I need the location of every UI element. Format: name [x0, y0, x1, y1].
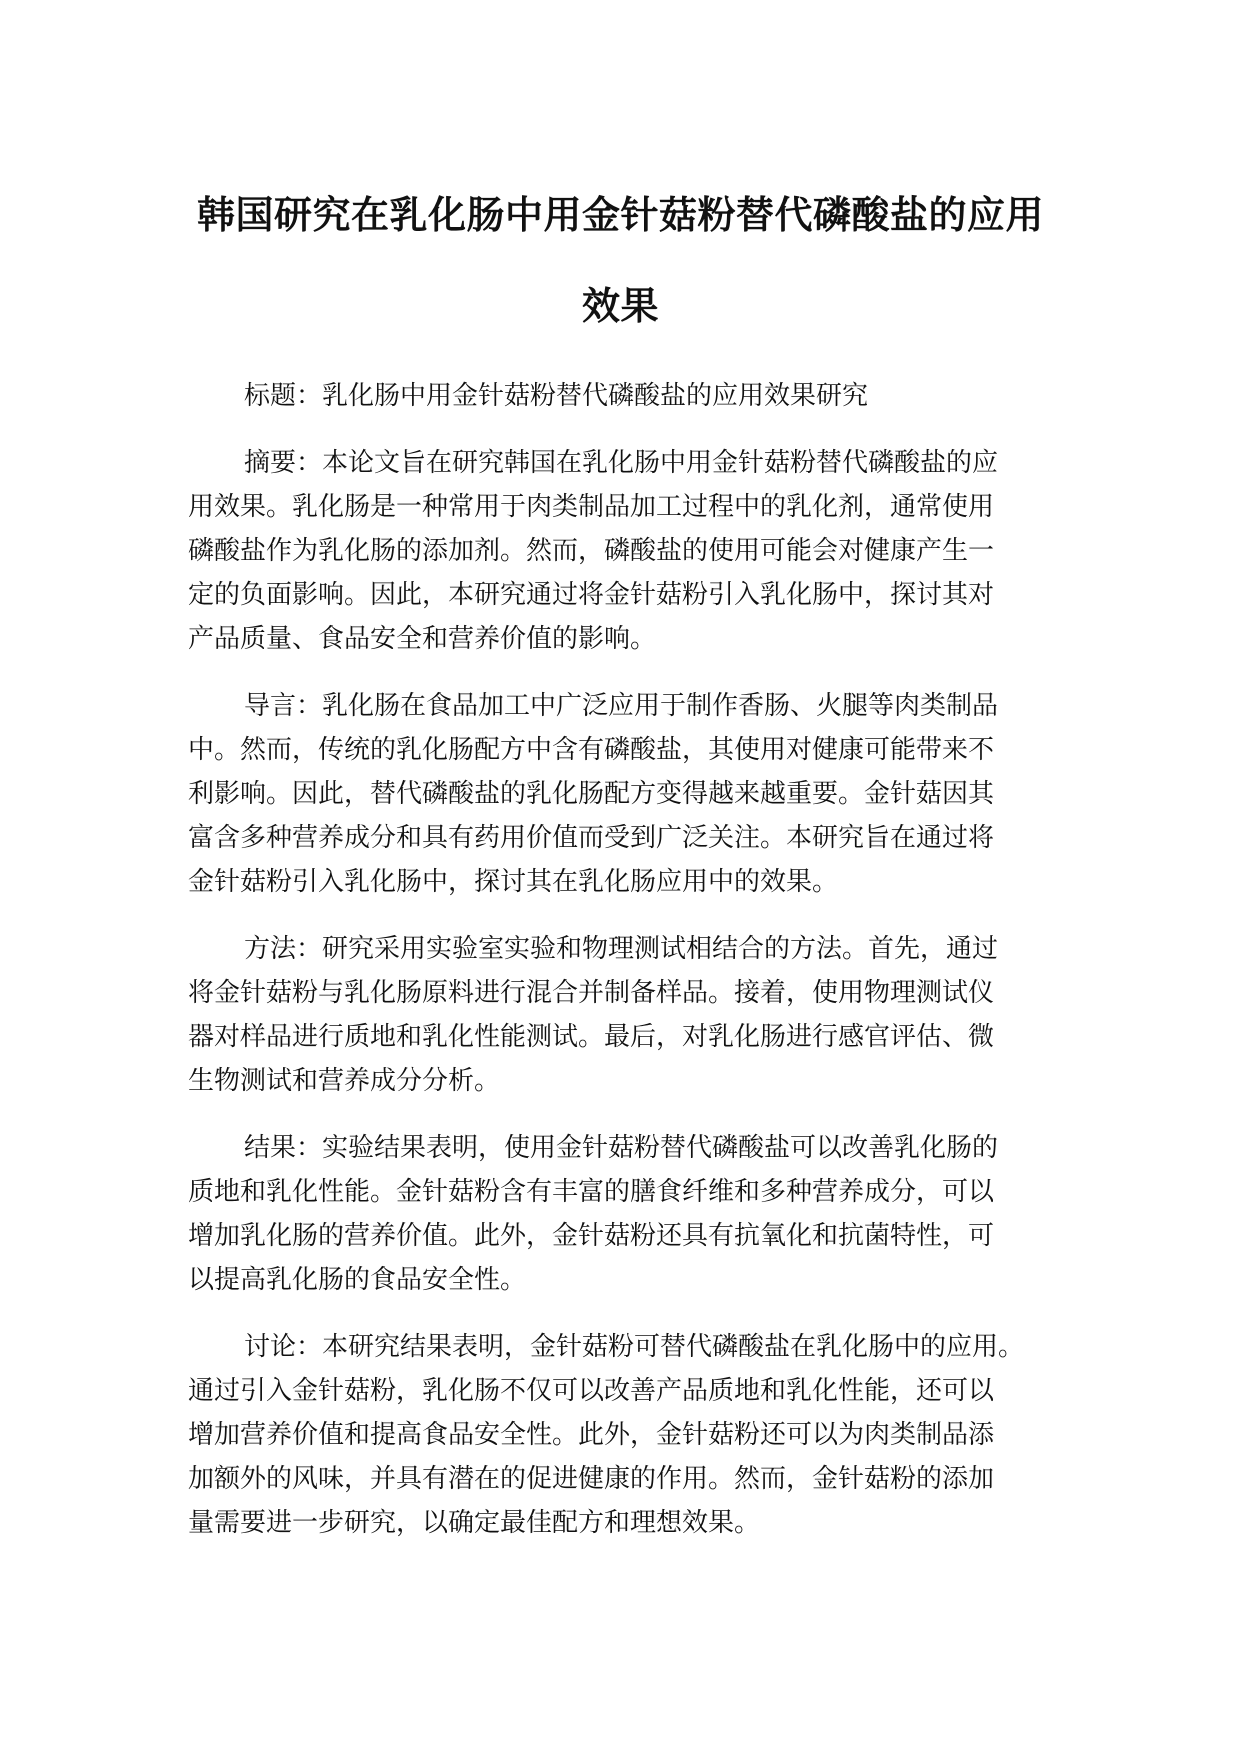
paragraph-line: 以提高乳化肠的食品安全性。 [188, 1265, 527, 1295]
paragraph-line: 讨论：本研究结果表明，金针菇粉可替代磷酸盐在乳化肠中的应用。 [244, 1332, 1025, 1362]
document-title [188, 170, 1053, 352]
paragraph [188, 441, 1038, 661]
paragraph-line: 质地和乳化性能。金针菇粉含有丰富的膳食纤维和多种营养成分，可以 [188, 1177, 995, 1207]
paragraph-line: 中。然而，传统的乳化肠配方中含有磷酸盐，其使用对健康可能带来不 [188, 735, 995, 765]
paragraph-line: 导言：乳化肠在食品加工中广泛应用于制作香肠、火腿等肉类制品 [244, 691, 999, 721]
paragraph-line: 产品质量、食品安全和营养价值的影响。 [188, 624, 657, 654]
paragraph-line: 用效果。乳化肠是一种常用于肉类制品加工过程中的乳化剂，通常使用 [188, 492, 995, 522]
paragraph-line: 标题：乳化肠中用金针菇粉替代磷酸盐的应用效果研究 [244, 381, 869, 411]
paragraph-line: 将金针菇粉与乳化肠原料进行混合并制备样品。接着，使用物理测试仪 [188, 978, 995, 1008]
paragraph-line: 方法：研究采用实验室实验和物理测试相结合的方法。首先，通过 [244, 934, 999, 964]
paragraph-line: 结果：实验结果表明，使用金针菇粉替代磷酸盐可以改善乳化肠的 [244, 1133, 999, 1163]
paragraph-line: 磷酸盐作为乳化肠的添加剂。然而，磷酸盐的使用可能会对健康产生一 [188, 536, 995, 566]
paragraph [188, 927, 1038, 1103]
paragraph-line: 加额外的风味，并具有潜在的促进健康的作用。然而，金针菇粉的添加 [188, 1464, 995, 1494]
paragraph [188, 1126, 1038, 1302]
paragraph-line: 利影响。因此，替代磷酸盐的乳化肠配方变得越来越重要。金针菇因其 [188, 779, 995, 809]
document-body [188, 374, 1038, 1568]
paragraph-line: 通过引入金针菇粉，乳化肠不仅可以改善产品质地和乳化性能，还可以 [188, 1376, 995, 1406]
paragraph-line: 器对样品进行质地和乳化性能测试。最后，对乳化肠进行感官评估、微 [188, 1022, 995, 1052]
paragraph-line: 增加乳化肠的营养价值。此外，金针菇粉还具有抗氧化和抗菌特性，可 [188, 1221, 995, 1251]
paragraph [188, 374, 1038, 418]
paragraph-line: 生物测试和营养成分分析。 [188, 1066, 501, 1096]
paragraph-line: 摘要：本论文旨在研究韩国在乳化肠中用金针菇粉替代磷酸盐的应 [244, 448, 999, 478]
paragraph-line: 富含多种营养成分和具有药用价值而受到广泛关注。本研究旨在通过将 [188, 823, 995, 853]
paragraph-line: 量需要进一步研究，以确定最佳配方和理想效果。 [188, 1508, 761, 1538]
paragraph [188, 1325, 1038, 1545]
document-title-line-2: 效果 [581, 284, 659, 328]
paragraph-line: 增加营养价值和提高食品安全性。此外，金针菇粉还可以为肉类制品添 [188, 1420, 995, 1450]
paragraph-line: 定的负面影响。因此，本研究通过将金针菇粉引入乳化肠中，探讨其对 [188, 580, 995, 610]
paragraph [188, 684, 1038, 904]
paragraph-line: 金针菇粉引入乳化肠中，探讨其在乳化肠应用中的效果。 [188, 867, 839, 897]
document-title-line-1: 韩国研究在乳化肠中用金针菇粉替代磷酸盐的应用 [196, 193, 1044, 237]
